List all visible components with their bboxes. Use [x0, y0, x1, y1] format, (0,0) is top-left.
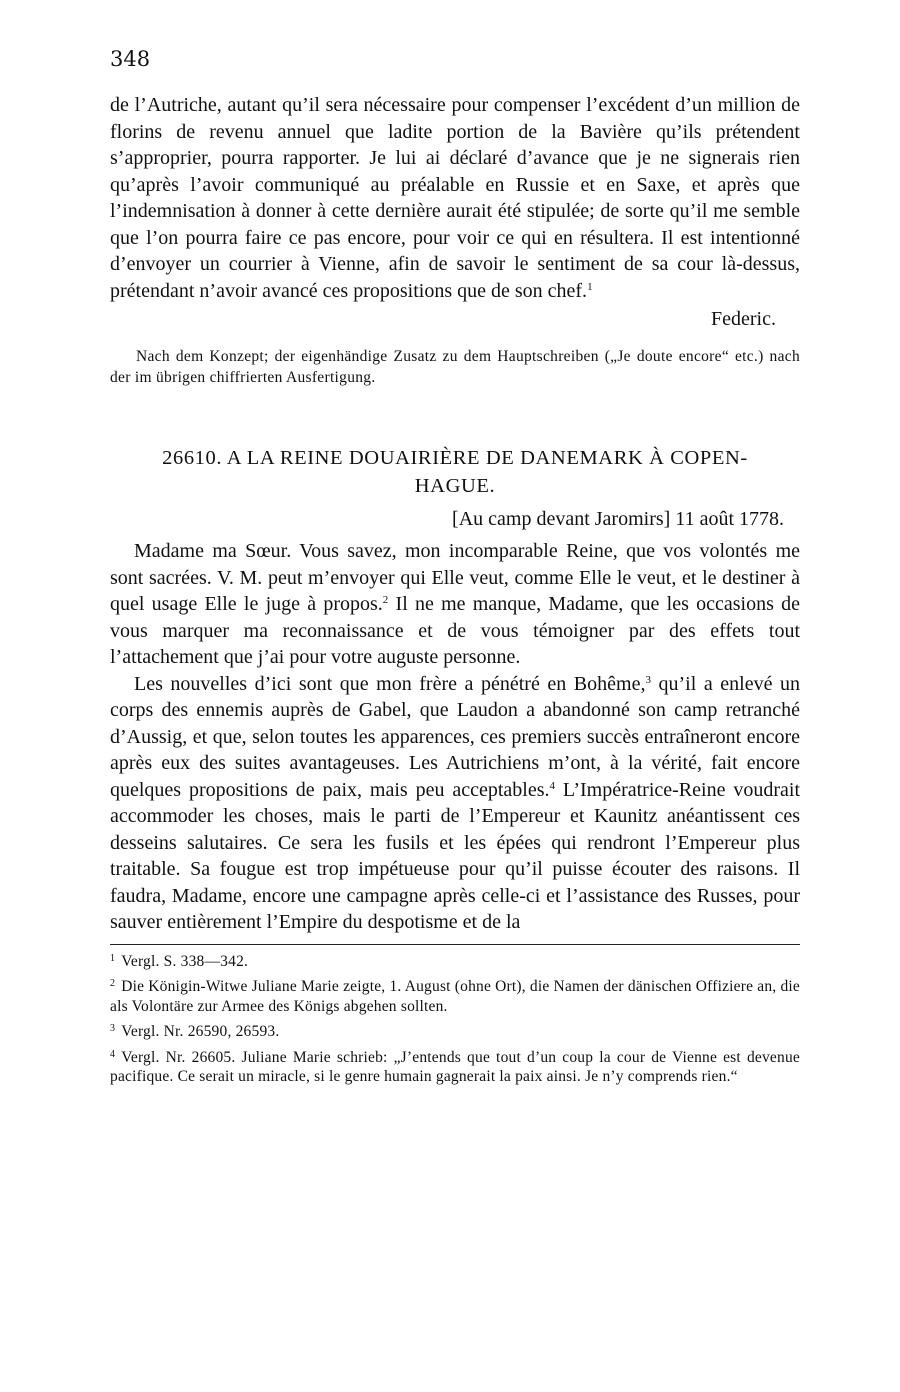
- letter-paragraph-1-text-a: Madame ma Sœur. Vous savez, mon incomparable Reine, que vos volontés me sont sacrées. V. M. peut m’envoyer qui Elle veut, comme Elle le veut, et le destiner à quel usage Elle le juge à propos.: [110, 540, 800, 615]
- footnote-4: [110, 1045, 800, 1087]
- letter-paragraph-2-text-b: qu’il a enlevé un corps des ennemis auprès de Gabel, que Laudon a abandonné son camp retranché d’Aussig, et que, selon toutes les apparences, ces premiers succès entraîneront encore après eux des suites avantageuses. Les Autrichiens m’ont, à la vérité, fait encore quelques propositions de paix, mais peu acceptables.: [110, 672, 800, 801]
- book-page: [110, 44, 800, 1090]
- footnote-ref-4[interactable]: 4: [549, 779, 556, 792]
- footnote-3-mark: 3: [110, 1023, 116, 1034]
- footnote-2-mark: 2: [110, 978, 116, 989]
- letter-heading: [110, 444, 800, 500]
- footnote-ref-3[interactable]: 3: [645, 673, 651, 686]
- letter-paragraph-1-text-b: Il ne me manque, Madame, que les occasions de vous marquer ma reconnaissance et de vous témoigner par des effets tout l’attachement que j’ai pour votre auguste personne.: [110, 593, 800, 668]
- signature: Federic.: [711, 308, 776, 330]
- footnote-ref-2[interactable]: 2: [382, 594, 389, 606]
- footnote-ref-1[interactable]: 1: [587, 280, 593, 293]
- letter-paragraph-2-text-c: L’Impératrice-Reine voudrait accommoder les choses, mais le parti de l’Empereur et Kaunitz anéantissent ces desseins salutaires. Ce sera les fusils et les épées qui rendront l’Empereur plus traitable. Sa fougue est trop impétueuse pour qu’il puisse écouter des raisons. Il faudra, Madame, encore une campagne après celle-ci et l’assistance des Russes, pour sauver entièrement l’Empire du despotisme et de la: [110, 778, 800, 933]
- footnote-2: [110, 974, 800, 1016]
- footnote-4-text: Vergl. Nr. 26605. Juliane Marie schrieb: „J’entends que tout d’un coup la cour de Vienne est devenue pacifique. Ce serait un miracle, si le genre humain gagnerait la paix ainsi. Je n’y comprends rien.“: [110, 1048, 800, 1085]
- editorial-note: Nach dem Konzept; der eigenhändige Zusatz zu dem Hauptschreiben („Je doute encore“ etc.) nach der im übrigen chiffrierten Ausfertigung.: [110, 348, 800, 386]
- letter-paragraph-2: [110, 671, 800, 936]
- footnotes: [110, 949, 800, 1087]
- letter-dateline: [Au camp devant Jaromirs] 11 août 1778.: [452, 508, 784, 530]
- letter-paragraph-1: [110, 538, 800, 671]
- footnote-divider: [110, 944, 800, 945]
- footnote-1: [110, 949, 800, 972]
- letter-paragraph-2-text-a: Les nouvelles d’ici sont que mon frère a pénétré en Bohême,: [134, 672, 646, 695]
- page-number: 348: [110, 47, 151, 71]
- footnote-2-text: Die Königin-Witwe Juliane Marie zeigte, 1. August (ohne Ort), die Namen der dänischen Offiziere an, die als Volontäre zur Armee des Königs abgehen sollten.: [110, 978, 800, 1015]
- footnote-1-text: Vergl. S. 338—342.: [121, 952, 249, 970]
- footnote-3: [110, 1019, 800, 1042]
- letter-heading-line-1: 26610. A LA REINE DOUAIRIÈRE DE DANEMARK À COPEN-: [162, 447, 748, 469]
- footnote-1-mark: 1: [110, 952, 116, 964]
- footnote-4-mark: 4: [110, 1048, 116, 1060]
- footnote-3-text: Vergl. Nr. 26590, 26593.: [121, 1023, 280, 1040]
- continuation-text: de l’Autriche, autant qu’il sera nécessaire pour compenser l’excédent d’un million de florins de revenu annuel que ladite portion de la Bavière qu’ils prétendent s’approprier, pourra rapporter. Je lui ai déclaré d’avance que je ne signerais rien qu’après l’avoir communiqué au préalable en Russie et en Saxe, et après que l’indemnisation à donner à cette dernière aurait été stipulée; de sorte qu’il me semble que l’on pourra faire ce pas encore, pour voir ce qui en résultera. Il est intentionné d’envoyer un courrier à Vienne, afin de savoir le sentiment de sa cour là-dessus, prétendant n’avoir avancé ces propositions que de son chef.: [110, 94, 800, 302]
- letter-heading-line-2: HAGUE.: [414, 475, 496, 497]
- continuation-paragraph: [110, 92, 800, 304]
